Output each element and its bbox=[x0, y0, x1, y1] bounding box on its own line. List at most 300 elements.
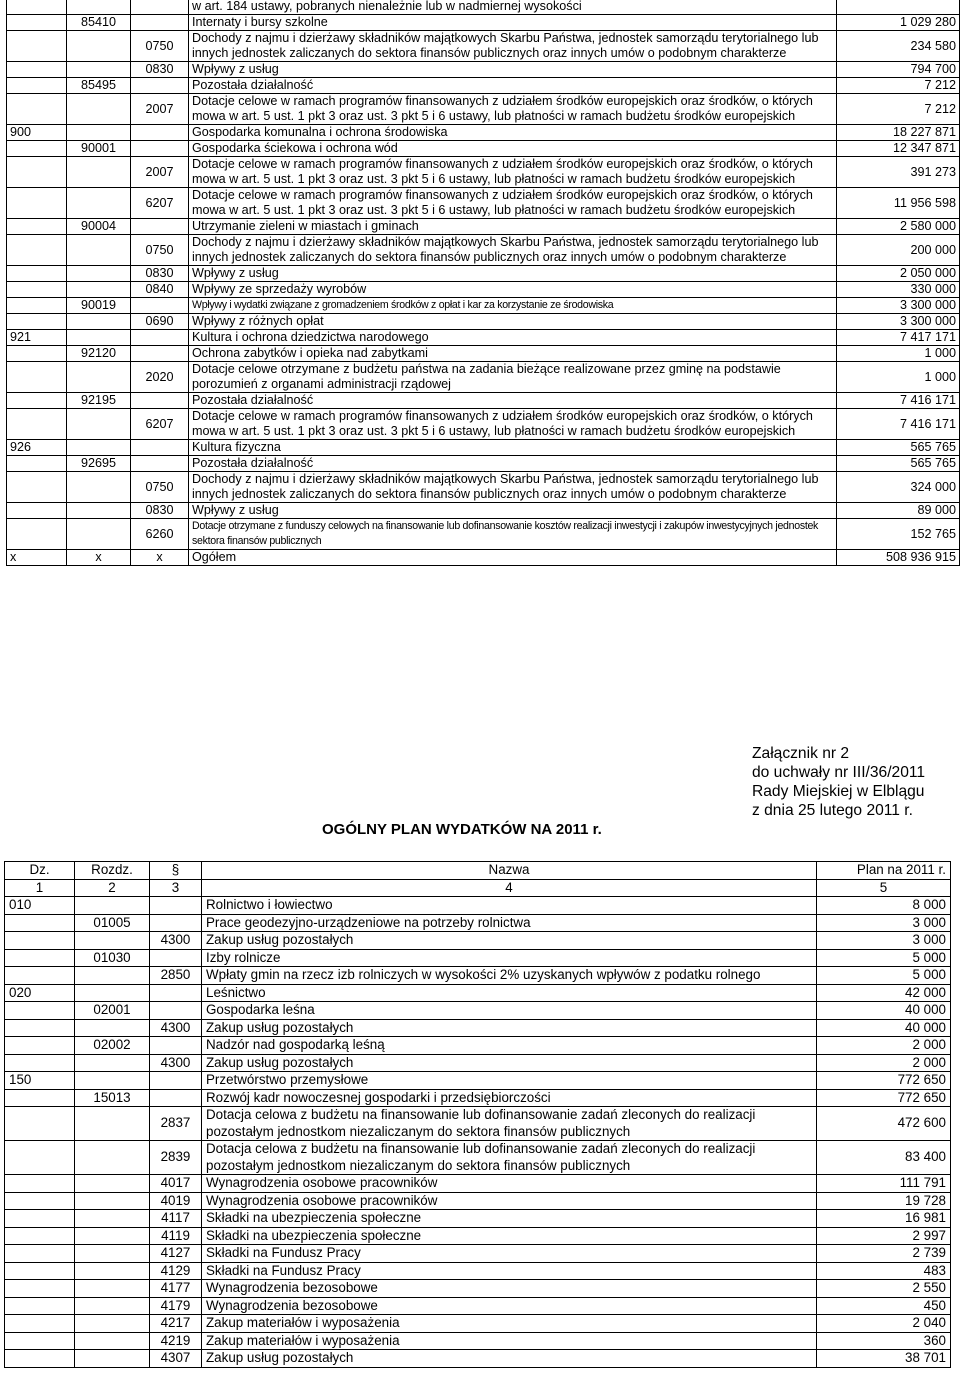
cell-par: 4119 bbox=[150, 1227, 202, 1245]
cell-name: Dochody z najmu i dzierżawy składników majątkowych Skarbu Państwa, jednostek samorządu terytorialnego lub innych jednostek zaliczanych do sektora finansów publicznych oraz innych umów o podobnym charakterze bbox=[189, 31, 837, 62]
cell-par: 6207 bbox=[131, 409, 189, 440]
cell-dz bbox=[7, 362, 67, 393]
table-row bbox=[7, 409, 960, 440]
cell-par: 4019 bbox=[150, 1192, 202, 1210]
cell-par bbox=[131, 78, 189, 94]
cell-dz bbox=[7, 409, 67, 440]
cell-par: 4300 bbox=[150, 932, 202, 950]
cell-name: Wpływy z usług bbox=[189, 503, 837, 519]
cell-amount: 7 416 171 bbox=[837, 409, 960, 440]
header-rozdz: Rozdz. bbox=[75, 862, 150, 880]
table-row bbox=[5, 1350, 951, 1368]
cell-dz bbox=[7, 346, 67, 362]
table-row bbox=[7, 314, 960, 330]
cell-name: Zakup usług pozostałych bbox=[202, 932, 817, 950]
cell-par: 4300 bbox=[150, 1019, 202, 1037]
cell-par: 4017 bbox=[150, 1175, 202, 1193]
appendix-line-3: Rady Miejskiej w Elblągu bbox=[752, 783, 925, 800]
cell-name: Zakup usług pozostałych bbox=[202, 1019, 817, 1037]
header-par: § bbox=[150, 862, 202, 880]
cell-rozdz: 85495 bbox=[67, 78, 131, 94]
cell-name: Gospodarka ściekowa i ochrona wód bbox=[189, 141, 837, 157]
cell-dz bbox=[5, 1107, 75, 1141]
cell-name: Kultura fizyczna bbox=[189, 440, 837, 456]
cell-name: Przetwórstwo przemysłowe bbox=[202, 1072, 817, 1090]
expenses-table-body bbox=[5, 862, 951, 1368]
cell-par: 2007 bbox=[131, 157, 189, 188]
cell-name: Wynagrodzenia osobowe pracowników bbox=[202, 1192, 817, 1210]
cell-name: Dochody z najmu i dzierżawy składników majątkowych Skarbu Państwa, jednostek samorządu terytorialnego lub innych jednostek zaliczanych do sektora finansów publicznych oraz innych umów o podobnym charakterze bbox=[189, 472, 837, 503]
table-row bbox=[5, 1037, 951, 1055]
cell-amount: 152 765 bbox=[837, 519, 960, 550]
cell-amount: 360 bbox=[817, 1332, 951, 1350]
table-row bbox=[7, 125, 960, 141]
table-row bbox=[5, 1297, 951, 1315]
cell-par: 0840 bbox=[131, 282, 189, 298]
cell-amount: 1 029 280 bbox=[837, 15, 960, 31]
cell-rozdz bbox=[67, 188, 131, 219]
expenses-header-row bbox=[5, 862, 951, 880]
cell-rozdz: 15013 bbox=[75, 1089, 150, 1107]
cell-amount: 3 300 000 bbox=[837, 298, 960, 314]
cell-rozdz: 02001 bbox=[75, 1002, 150, 1020]
cell-dz bbox=[5, 967, 75, 985]
cell-rozdz bbox=[75, 967, 150, 985]
cell-dz bbox=[7, 472, 67, 503]
cell-par: 0690 bbox=[131, 314, 189, 330]
cell-dz bbox=[7, 282, 67, 298]
table-row bbox=[5, 984, 951, 1002]
cell-amount: 83 400 bbox=[817, 1141, 951, 1175]
cell-amount: 1 000 bbox=[837, 346, 960, 362]
cell-rozdz: 02002 bbox=[75, 1037, 150, 1055]
cell-name: Wpłaty gmin na rzecz izb rolniczych w wysokości 2% uzyskanych wpływów z podatku rolnego bbox=[202, 967, 817, 985]
cell-amount: 5 000 bbox=[817, 949, 951, 967]
cell-dz bbox=[5, 932, 75, 950]
table-row bbox=[5, 1280, 951, 1298]
cell-rozdz bbox=[67, 314, 131, 330]
table-row bbox=[7, 141, 960, 157]
cell-amount: 772 650 bbox=[817, 1072, 951, 1090]
table-row bbox=[7, 472, 960, 503]
cell-par bbox=[150, 1037, 202, 1055]
cell-par bbox=[131, 125, 189, 141]
cell-rozdz bbox=[75, 1280, 150, 1298]
cell-rozdz bbox=[67, 282, 131, 298]
cell-dz bbox=[7, 188, 67, 219]
table-row bbox=[5, 1332, 951, 1350]
cell-amount: 16 981 bbox=[817, 1210, 951, 1228]
cell-par: 0750 bbox=[131, 472, 189, 503]
table-row bbox=[7, 346, 960, 362]
cell-rozdz bbox=[67, 125, 131, 141]
cell-rozdz bbox=[75, 1227, 150, 1245]
cell-name: Izby rolnicze bbox=[202, 949, 817, 967]
table-row bbox=[5, 932, 951, 950]
cell-dz: 926 bbox=[7, 440, 67, 456]
cell-par bbox=[131, 298, 189, 314]
cell-dz bbox=[5, 1227, 75, 1245]
cell-dz bbox=[5, 1054, 75, 1072]
cell-name: Składki na Fundusz Pracy bbox=[202, 1262, 817, 1280]
cell-par: 4307 bbox=[150, 1350, 202, 1368]
cell-amount: 1 000 bbox=[837, 362, 960, 393]
cell-name: Dochody z najmu i dzierżawy składników majątkowych Skarbu Państwa, jednostek samorządu terytorialnego lub innych jednostek zaliczanych do sektora finansów publicznych oraz innych umów o podobnym charakterze bbox=[189, 235, 837, 266]
table-row bbox=[7, 15, 960, 31]
header-name: Nazwa bbox=[202, 862, 817, 880]
cell-name: Dotacje otrzymane z funduszy celowych na finansowanie lub dofinansowanie kosztów realizacji inwestycji i zakupów inwestycyjnych jednostek sektora finansów publicznych bbox=[189, 519, 837, 550]
header-dz: Dz. bbox=[5, 862, 75, 880]
cell-par bbox=[131, 141, 189, 157]
cell-dz: 010 bbox=[5, 897, 75, 915]
cell-rozdz bbox=[67, 31, 131, 62]
cell-name: Leśnictwo bbox=[202, 984, 817, 1002]
cell-dz bbox=[5, 1019, 75, 1037]
cell-rozdz bbox=[75, 984, 150, 1002]
cell-name: Wpływy z usług bbox=[189, 266, 837, 282]
cell-dz bbox=[7, 235, 67, 266]
table-row bbox=[7, 503, 960, 519]
cell-rozdz: 01030 bbox=[75, 949, 150, 967]
table-row bbox=[7, 157, 960, 188]
table-row bbox=[5, 1141, 951, 1175]
cell-name: Wpływy z usług bbox=[189, 62, 837, 78]
cell-rozdz bbox=[75, 1141, 150, 1175]
table-row bbox=[5, 1315, 951, 1333]
page-title: OGÓLNY PLAN WYDATKÓW NA 2011 r. bbox=[322, 821, 602, 838]
cell-name: Pozostała działalność bbox=[189, 393, 837, 409]
cell-name: Dotacje celowe otrzymane z budżetu państwa na zadania bieżące realizowane przez gminę na podstawie porozumień z organami administracji rządowej bbox=[189, 362, 837, 393]
cell-par: 4179 bbox=[150, 1297, 202, 1315]
cell-dz bbox=[5, 1245, 75, 1263]
cell-dz bbox=[5, 1192, 75, 1210]
table-row bbox=[7, 456, 960, 472]
cell-name: Rolnictwo i łowiectwo bbox=[202, 897, 817, 915]
cell-rozdz bbox=[67, 62, 131, 78]
cell-name: Zakup materiałów i wyposażenia bbox=[202, 1332, 817, 1350]
cell-par: 4217 bbox=[150, 1315, 202, 1333]
cell-rozdz: 01005 bbox=[75, 914, 150, 932]
table-row bbox=[7, 393, 960, 409]
table-row bbox=[5, 1019, 951, 1037]
table-row bbox=[5, 1192, 951, 1210]
cell-name: Rozwój kadr nowoczesnej gospodarki i przedsiębiorczości bbox=[202, 1089, 817, 1107]
cell-dz bbox=[7, 519, 67, 550]
cell-rozdz bbox=[75, 897, 150, 915]
cell-name: Zakup materiałów i wyposażenia bbox=[202, 1315, 817, 1333]
cell-rozdz bbox=[75, 1332, 150, 1350]
cell-par: 4177 bbox=[150, 1280, 202, 1298]
total-name: Ogółem bbox=[189, 550, 837, 566]
cell-dz bbox=[5, 1332, 75, 1350]
cell-rozdz bbox=[67, 440, 131, 456]
cell-name: Pozostała działalność bbox=[189, 78, 837, 94]
cell-name: Dotacje celowe w ramach programów finansowanych z udziałem środków europejskich oraz środków, o których mowa w art. 5 ust. 1 pkt 3 oraz ust. 3 pkt 5 i 6 ustawy, lub płatności w ramach budżetu środków europejskich bbox=[189, 94, 837, 125]
cell-name: Utrzymanie zieleni w miastach i gminach bbox=[189, 219, 837, 235]
cell-rozdz bbox=[75, 1350, 150, 1368]
number-dz: 1 bbox=[5, 879, 75, 897]
cell-dz: 921 bbox=[7, 330, 67, 346]
cell-name: Nadzór nad gospodarką leśną bbox=[202, 1037, 817, 1055]
cell-dz: 900 bbox=[7, 125, 67, 141]
cell-par: 4219 bbox=[150, 1332, 202, 1350]
cell-par bbox=[131, 346, 189, 362]
cell-dz bbox=[5, 1280, 75, 1298]
cell-rozdz bbox=[75, 1175, 150, 1193]
income-header-blank-dz bbox=[7, 0, 67, 15]
cell-dz bbox=[5, 1175, 75, 1193]
cell-name: Prace geodezyjno-urządzeniowe na potrzeby rolnictwa bbox=[202, 914, 817, 932]
cell-par: 0830 bbox=[131, 503, 189, 519]
table-row bbox=[7, 219, 960, 235]
cell-dz bbox=[5, 1002, 75, 1020]
cell-name: Wynagrodzenia osobowe pracowników bbox=[202, 1175, 817, 1193]
cell-par: 2007 bbox=[131, 94, 189, 125]
cell-amount: 794 700 bbox=[837, 62, 960, 78]
table-row bbox=[5, 1227, 951, 1245]
cell-rozdz bbox=[75, 1245, 150, 1263]
cell-rozdz bbox=[75, 1192, 150, 1210]
cell-par: 2850 bbox=[150, 967, 202, 985]
table-row bbox=[5, 1262, 951, 1280]
cell-amount: 565 765 bbox=[837, 456, 960, 472]
cell-amount: 565 765 bbox=[837, 440, 960, 456]
cell-dz bbox=[7, 266, 67, 282]
cell-amount: 2 000 bbox=[817, 1037, 951, 1055]
cell-amount: 42 000 bbox=[817, 984, 951, 1002]
cell-rozdz bbox=[75, 932, 150, 950]
cell-dz bbox=[5, 949, 75, 967]
cell-dz bbox=[7, 314, 67, 330]
cell-name: Gospodarka komunalna i ochrona środowiska bbox=[189, 125, 837, 141]
cell-amount: 89 000 bbox=[837, 503, 960, 519]
cell-par bbox=[150, 984, 202, 1002]
cell-name: Wynagrodzenia bezosobowe bbox=[202, 1280, 817, 1298]
cell-par: 2839 bbox=[150, 1141, 202, 1175]
cell-dz bbox=[5, 1089, 75, 1107]
cell-rozdz bbox=[75, 1297, 150, 1315]
cell-name: Zakup usług pozostałych bbox=[202, 1054, 817, 1072]
table-row bbox=[7, 440, 960, 456]
expenses-number-row bbox=[5, 879, 951, 897]
table-row bbox=[5, 967, 951, 985]
total-dz: x bbox=[7, 550, 67, 566]
cell-par: 2020 bbox=[131, 362, 189, 393]
table-row bbox=[7, 362, 960, 393]
table-row bbox=[5, 949, 951, 967]
cell-rozdz bbox=[67, 362, 131, 393]
cell-rozdz bbox=[67, 330, 131, 346]
cell-name: Kultura i ochrona dziedzictwa narodowego bbox=[189, 330, 837, 346]
cell-dz bbox=[5, 1350, 75, 1368]
table-row bbox=[5, 1175, 951, 1193]
cell-amount: 38 701 bbox=[817, 1350, 951, 1368]
cell-par: 2837 bbox=[150, 1107, 202, 1141]
number-rozdz: 2 bbox=[75, 879, 150, 897]
table-row bbox=[5, 1107, 951, 1141]
cell-amount: 234 580 bbox=[837, 31, 960, 62]
cell-par bbox=[131, 219, 189, 235]
table-row bbox=[7, 266, 960, 282]
total-rozdz: x bbox=[67, 550, 131, 566]
cell-dz bbox=[5, 1210, 75, 1228]
number-name: 4 bbox=[202, 879, 817, 897]
cell-name: Dotacje celowe w ramach programów finansowanych z udziałem środków europejskich oraz środków, o których mowa w art. 5 ust. 1 pkt 3 oraz ust. 3 pkt 5 i 6 ustawy, lub płatności w ramach budżetu środków europejskich bbox=[189, 188, 837, 219]
cell-dz bbox=[7, 62, 67, 78]
cell-rozdz bbox=[67, 519, 131, 550]
cell-amount: 40 000 bbox=[817, 1002, 951, 1020]
expenses-table bbox=[4, 861, 951, 1368]
cell-amount: 7 212 bbox=[837, 94, 960, 125]
cell-amount: 483 bbox=[817, 1262, 951, 1280]
cell-rozdz bbox=[75, 1262, 150, 1280]
cell-rozdz bbox=[67, 266, 131, 282]
cell-amount: 7 417 171 bbox=[837, 330, 960, 346]
table-row bbox=[7, 188, 960, 219]
cell-dz bbox=[7, 503, 67, 519]
cell-rozdz bbox=[75, 1019, 150, 1037]
table-row bbox=[5, 1072, 951, 1090]
cell-rozdz bbox=[67, 157, 131, 188]
cell-amount: 772 650 bbox=[817, 1089, 951, 1107]
table-row bbox=[5, 897, 951, 915]
cell-name: Dotacje celowe w ramach programów finansowanych z udziałem środków europejskich oraz środków, o których mowa w art. 5 ust. 1 pkt 3 oraz ust. 3 pkt 5 i 6 ustawy, lub płatności w ramach budżetu środków europejskich bbox=[189, 157, 837, 188]
cell-name: Zakup usług pozostałych bbox=[202, 1350, 817, 1368]
cell-par bbox=[131, 440, 189, 456]
cell-amount: 2 040 bbox=[817, 1315, 951, 1333]
cell-name: Wynagrodzenia bezosobowe bbox=[202, 1297, 817, 1315]
income-table bbox=[6, 0, 960, 566]
cell-amount: 3 000 bbox=[817, 932, 951, 950]
cell-dz: 150 bbox=[5, 1072, 75, 1090]
appendix-line-2: do uchwały nr III/36/2011 bbox=[752, 764, 926, 781]
cell-dz bbox=[7, 141, 67, 157]
cell-rozdz bbox=[67, 472, 131, 503]
cell-amount: 2 997 bbox=[817, 1227, 951, 1245]
table-row bbox=[5, 1245, 951, 1263]
cell-rozdz bbox=[75, 1072, 150, 1090]
cell-par: 4129 bbox=[150, 1262, 202, 1280]
cell-dz bbox=[7, 78, 67, 94]
appendix-note bbox=[752, 744, 925, 820]
cell-amount: 12 347 871 bbox=[837, 141, 960, 157]
cell-rozdz: 90001 bbox=[67, 141, 131, 157]
cell-rozdz bbox=[67, 235, 131, 266]
cell-amount: 5 000 bbox=[817, 967, 951, 985]
cell-amount: 2 580 000 bbox=[837, 219, 960, 235]
cell-dz bbox=[7, 298, 67, 314]
total-amount: 508 936 915 bbox=[837, 550, 960, 566]
cell-amount: 19 728 bbox=[817, 1192, 951, 1210]
cell-dz bbox=[7, 157, 67, 188]
cell-name: Dotacja celowa z budżetu na finansowanie lub dofinansowanie zadań zleconych do realizacji pozostałym jednostkom niezaliczanym do sektora finansów publicznych bbox=[202, 1141, 817, 1175]
cell-dz bbox=[7, 31, 67, 62]
cell-rozdz bbox=[75, 1107, 150, 1141]
cell-amount: 18 227 871 bbox=[837, 125, 960, 141]
cell-par: 4117 bbox=[150, 1210, 202, 1228]
table-row bbox=[7, 235, 960, 266]
cell-par bbox=[150, 897, 202, 915]
cell-par bbox=[131, 330, 189, 346]
cell-rozdz bbox=[75, 1315, 150, 1333]
cell-dz bbox=[7, 393, 67, 409]
cell-dz bbox=[5, 1262, 75, 1280]
cell-rozdz: 92695 bbox=[67, 456, 131, 472]
cell-dz bbox=[5, 1297, 75, 1315]
cell-par: 0750 bbox=[131, 235, 189, 266]
table-row bbox=[5, 1089, 951, 1107]
cell-dz bbox=[7, 219, 67, 235]
number-par: 3 bbox=[150, 879, 202, 897]
cell-par: 4127 bbox=[150, 1245, 202, 1263]
table-row bbox=[7, 330, 960, 346]
cell-amount: 2 000 bbox=[817, 1054, 951, 1072]
cell-dz bbox=[7, 94, 67, 125]
cell-dz: 020 bbox=[5, 984, 75, 1002]
income-header-blank-par bbox=[131, 0, 189, 15]
cell-rozdz: 90019 bbox=[67, 298, 131, 314]
cell-amount: 2 550 bbox=[817, 1280, 951, 1298]
cell-dz bbox=[7, 456, 67, 472]
table-row bbox=[7, 78, 960, 94]
table-row bbox=[7, 519, 960, 550]
cell-name: Pozostała działalność bbox=[189, 456, 837, 472]
table-row bbox=[5, 1210, 951, 1228]
cell-name: Składki na ubezpieczenia społeczne bbox=[202, 1210, 817, 1228]
cell-par: 0830 bbox=[131, 62, 189, 78]
cell-name: Składki na ubezpieczenia społeczne bbox=[202, 1227, 817, 1245]
income-header-blank-rozdz bbox=[67, 0, 131, 15]
cell-name: Internaty i bursy szkolne bbox=[189, 15, 837, 31]
cell-dz bbox=[7, 15, 67, 31]
cell-par: 6207 bbox=[131, 188, 189, 219]
cell-amount: 472 600 bbox=[817, 1107, 951, 1141]
table-row bbox=[7, 62, 960, 78]
cell-name: Składki na Fundusz Pracy bbox=[202, 1245, 817, 1263]
table-row bbox=[5, 1054, 951, 1072]
cell-rozdz bbox=[67, 409, 131, 440]
cell-amount: 200 000 bbox=[837, 235, 960, 266]
table-row bbox=[7, 94, 960, 125]
cell-name: Dotacja celowa z budżetu na finansowanie lub dofinansowanie zadań zleconych do realizacji pozostałym jednostkom niezaliczanym do sektora finansów publicznych bbox=[202, 1107, 817, 1141]
cell-name: Dotacje celowe w ramach programów finansowanych z udziałem środków europejskich oraz środków, o których mowa w art. 5 ust. 1 pkt 3 oraz ust. 3 pkt 5 i 6 ustawy, lub płatności w ramach budżetu środków europejskich bbox=[189, 409, 837, 440]
cell-par bbox=[150, 1089, 202, 1107]
income-header-text: w art. 184 ustawy, pobranych nienależnie lub w nadmiernej wysokości bbox=[189, 0, 837, 15]
cell-rozdz: 90004 bbox=[67, 219, 131, 235]
income-header-row bbox=[7, 0, 960, 15]
appendix-line-4: z dnia 25 lutego 2011 r. bbox=[752, 802, 913, 819]
cell-amount: 391 273 bbox=[837, 157, 960, 188]
cell-amount: 330 000 bbox=[837, 282, 960, 298]
cell-name: Wpływy i wydatki związane z gromadzeniem środków z opłat i kar za korzystanie ze środowiska bbox=[189, 298, 837, 314]
cell-par bbox=[131, 456, 189, 472]
cell-amount: 324 000 bbox=[837, 472, 960, 503]
cell-amount: 7 212 bbox=[837, 78, 960, 94]
cell-rozdz bbox=[75, 1054, 150, 1072]
cell-name: Ochrona zabytków i opieka nad zabytkami bbox=[189, 346, 837, 362]
cell-name: Gospodarka leśna bbox=[202, 1002, 817, 1020]
cell-par: 0750 bbox=[131, 31, 189, 62]
appendix-line-1: Załącznik nr 2 bbox=[752, 745, 850, 762]
cell-dz bbox=[5, 914, 75, 932]
cell-par: 4300 bbox=[150, 1054, 202, 1072]
income-header-blank-amount bbox=[837, 0, 960, 15]
cell-par: 0830 bbox=[131, 266, 189, 282]
cell-amount: 11 956 598 bbox=[837, 188, 960, 219]
cell-rozdz bbox=[75, 1210, 150, 1228]
cell-name: Wpływy ze sprzedaży wyrobów bbox=[189, 282, 837, 298]
cell-amount: 450 bbox=[817, 1297, 951, 1315]
